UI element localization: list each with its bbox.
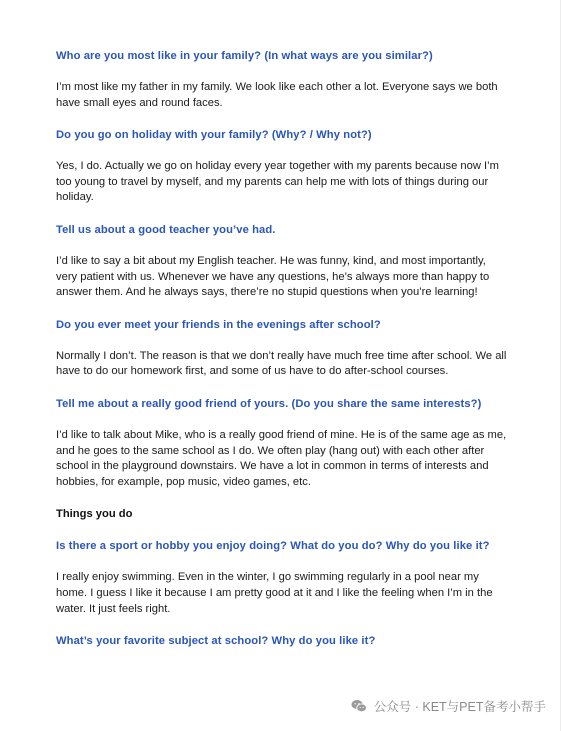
question-heading: Do you go on holiday with your family? (Why? / Why not?): [56, 129, 372, 142]
question-heading: Tell us about a good teacher you’ve had.: [56, 223, 276, 236]
question-heading: Who are you most like in your family? (In what ways are you similar?): [56, 50, 433, 62]
answer-paragraph: I’d like to say a bit about my English teacher. He was funny, kind, and most importantly, very patient with us. Whenever we have any questions, he’s always more than happy to answer them. And he always says, there’re no stupid questions when you’re learning!: [56, 254, 490, 299]
question-heading: Tell me about a really good friend of yours. (Do you share the same interests?): [56, 397, 482, 410]
question-heading: What’s your favorite subject at school? Why do you like it?: [56, 635, 376, 648]
question-heading: Do you ever meet your friends in the evenings after school?: [56, 318, 381, 331]
section-heading: Things you do: [56, 508, 133, 521]
watermark-text: 公众号 · KET与PET备考小帮手: [373, 700, 546, 714]
answer-paragraph: Normally I don’t. The reason is that we don’t really have much free time after school. We all have to do our homework first, and some of us have to do after-school courses.: [56, 349, 507, 378]
question-heading: Is there a sport or hobby you enjoy doing? What do you do? Why do you like it?: [56, 540, 490, 553]
answer-paragraph: I’m most like my father in my family. We look like each other a lot. Everyone says we both have small eyes and round faces.: [56, 81, 498, 109]
answer-paragraph: Yes, I do. Actually we go on holiday every year together with my parents because now I’m too young to travel by myself, and my parents can help me with lots of things during our holiday.: [56, 160, 499, 204]
watermark: [350, 697, 546, 715]
answer-paragraph: I really enjoy swimming. Even in the winter, I go swimming regularly in a pool near my home. I guess I like it because I am pretty good at it and I like the feeling when I’m in the water. It just feels right.: [56, 571, 493, 615]
document-content: [56, 48, 508, 665]
wechat-icon: [350, 697, 368, 715]
answer-paragraph: I’d like to talk about Mike, who is a really good friend of mine. He is of the same age as me, and he goes to the same school as I do. We often play (hang out) with each other after school in the playground downstairs. We have a lot in common in terms of interests and hobbies, for example, pop music, video games, etc.: [56, 428, 507, 488]
